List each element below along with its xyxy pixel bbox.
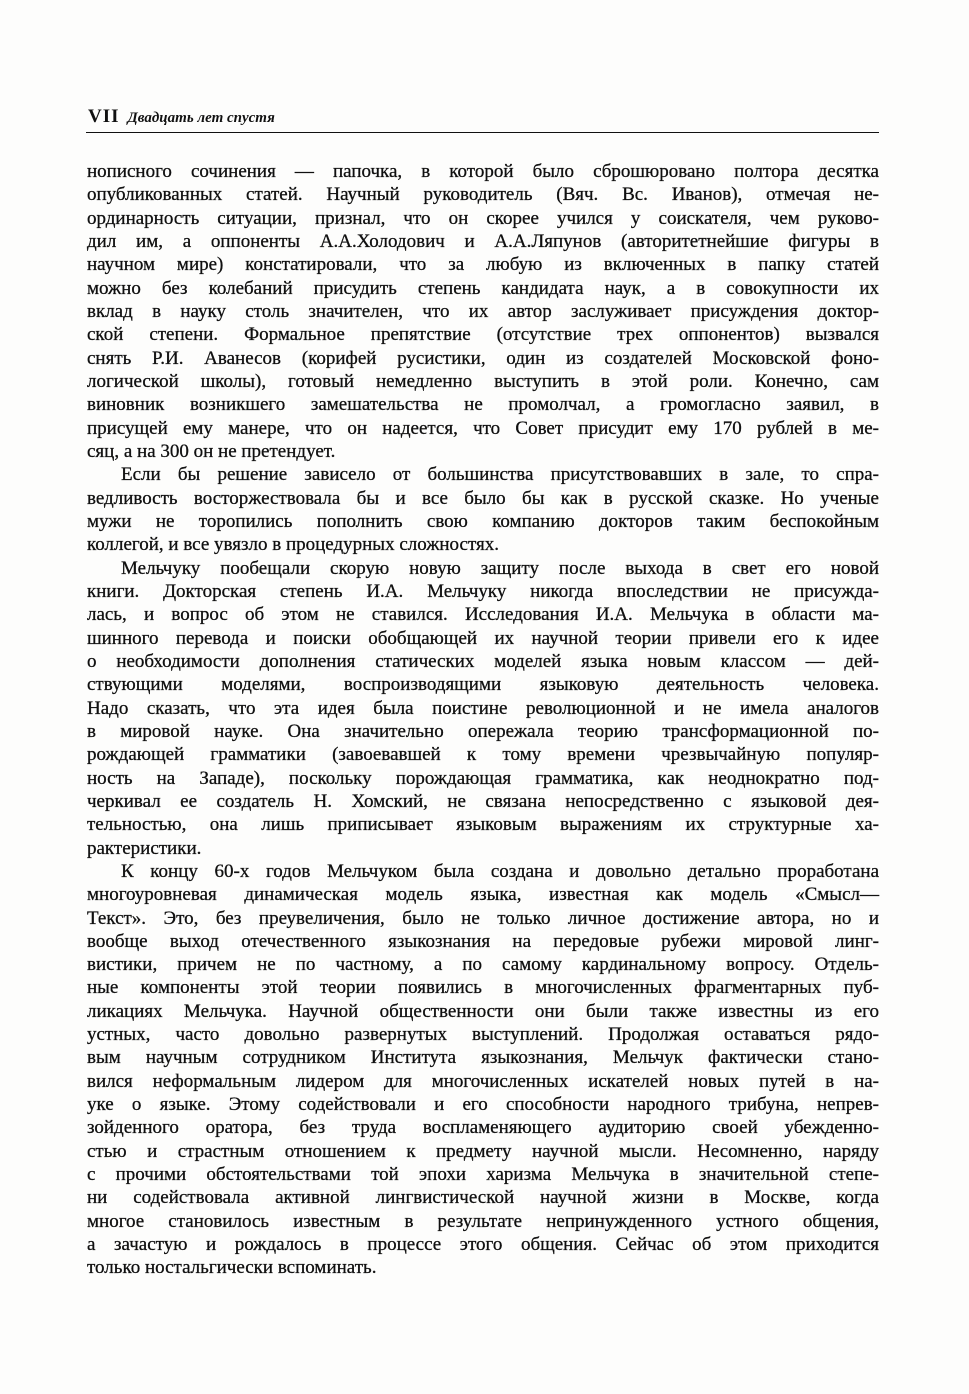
text-line: устных, часто довольно развернутых выступлений. Продолжая оставаться рядо-	[87, 1024, 879, 1046]
text-line: черкивал ее создатель Н. Хомский, не связана непосредственно с языковой дея-	[87, 790, 879, 812]
text-line: нописного сочинения — папочка, в которой было сброшюровано полтора десятка	[87, 161, 879, 182]
page-number: VII	[88, 106, 120, 127]
paragraph-2	[87, 463, 879, 556]
text-line: книги. Докторская степень И.А. Мельчуку никогда впоследствии не присужда-	[87, 580, 879, 602]
text-line: многоуровневая динамическая модель языка, известная как модель «Смысл—	[87, 884, 879, 906]
text-line: мужи не торопились пополнить свою компанию докторов таким беспокойным	[87, 510, 879, 532]
text-line: ведливость восторжествовала бы и все было бы как в русской сказке. Но ученые	[87, 487, 879, 509]
text-line: шинного перевода и поиски обобщающей их научной теории привели его к идее	[87, 627, 879, 649]
text-line: коллегой, и все увязло в процедурных сложностях.	[87, 534, 499, 556]
text-line: научном мире) констатировали, что за любую из включенных в папку статей	[87, 254, 879, 276]
text-line: опубликованных статей. Научный руководитель (Вяч. Вс. Иванов), отмечая не-	[87, 184, 879, 206]
paragraph-4	[87, 860, 879, 1280]
text-line: ни содействовала активной лингвистической научной жизни в Москве, когда	[87, 1187, 879, 1209]
text-line: тельностью, она лишь приписывает языковым выражениям их структурные ха-	[87, 814, 879, 836]
text-line: ствующими моделями, воспроизводящими языковую деятельность человека.	[87, 674, 879, 696]
body-text	[87, 160, 879, 1280]
running-header	[88, 106, 879, 134]
text-line: о необходимости дополнения статических моделей языка новым классом — дей-	[87, 650, 879, 672]
text-line: вообще выход отечественного языкознания на передовые рубежи мировой линг-	[87, 930, 879, 952]
paragraph-1	[87, 160, 879, 463]
text-line: только ностальгически вспоминать.	[87, 1257, 377, 1279]
text-line: ликациях Мельчука. Научной общественности они были также известны из его	[87, 1000, 879, 1022]
text-line: многое становилось известным в результате непринужденного устного общения,	[87, 1210, 879, 1232]
text-line: рактеристики.	[87, 837, 202, 859]
text-line: с прочими обстоятельствами той эпохи харизма Мельчука в значительной степе-	[87, 1164, 879, 1186]
text-line: логической школы), готовый немедленно выступить в этой роли. Конечно, сам	[87, 370, 879, 392]
text-line: можно без колебаний присудить степень кандидата наук, а в совокупности их	[87, 277, 879, 299]
text-line: стью и страстным отношением к предмету научной мысли. Несомненно, наряду	[87, 1140, 879, 1162]
text-line: Если бы решение зависело от большинства присутствовавших в зале, то спра-	[121, 464, 879, 486]
text-line: ской степени. Формальное препятствие (отсутствие трех оппонентов) вызвался	[87, 324, 879, 346]
paragraph-3	[87, 557, 879, 860]
text-line: в мировой науке. Она значительно опережала теорию трансформационной по-	[87, 720, 879, 742]
text-line: а зачастую и рождалось в процессе этого общения. Сейчас об этом приходится	[87, 1234, 879, 1256]
text-line: ность на Западе), поскольку порождающая грамматика, как неоднократно под-	[87, 767, 879, 789]
text-line: Надо сказать, что эта идея была поистине революционной и не имела аналогов	[87, 697, 879, 719]
text-line: присущей ему манере, что он надеется, что Совет присудит ему 170 рублей в ме-	[87, 417, 879, 439]
text-line: К концу 60-х годов Мельчуком была создана и довольно детально проработана	[121, 860, 879, 882]
text-line: Текст». Это, без преувеличения, было не только личное достижение автора, но и	[87, 907, 879, 929]
text-line: ные компоненты этой теории появились в многочисленных фрагментарных пуб-	[87, 977, 879, 999]
text-line: вился неформальным лидером для многочисленных искателей новых путей в на-	[87, 1070, 879, 1092]
running-title: Двадцать лет спустя	[127, 110, 275, 126]
text-line: лась, и вопрос об этом не ставился. Исследования И.А. Мельчука в области ма-	[87, 604, 879, 626]
text-line: рождающей грамматики (завоевавшей к тому времени чрезвычайную популяр-	[87, 744, 879, 766]
text-line: зойденного оратора, без труда воспламеняющего аудиторию своей убежденно-	[87, 1117, 879, 1139]
text-line: виновник возникшего замешательства не промолчал, а громогласно заявил, в	[87, 394, 879, 416]
text-line: вым научным сотрудником Института языкознания, Мельчук фактически стано-	[87, 1047, 879, 1069]
text-line: дил им, а оппоненты А.А.Холодович и А.А.Ляпунов (авторитетнейшие фигуры в	[87, 230, 879, 252]
header-rule	[86, 132, 879, 133]
text-line: ординарность ситуации, признал, что он скорее учился у соискателя, чем руково-	[87, 207, 879, 229]
text-line: снять Р.И. Аванесов (корифей русистики, один из создателей Московской фоно-	[87, 347, 879, 369]
text-line: вистики, причем не по частному, а по самому кардинальному вопросу. Отдель-	[87, 954, 879, 976]
text-line: вклад в науку столь значителен, что их автор заслуживает присуждения доктор-	[87, 300, 879, 322]
text-line: сяц, а на 300 он не претендует.	[87, 440, 336, 462]
text-line: Мельчуку пообещали скорую новую защиту после выхода в свет его новой	[121, 557, 879, 579]
text-line: уке о языке. Этому содействовали и его способности народного трибуна, непрев-	[87, 1094, 879, 1116]
